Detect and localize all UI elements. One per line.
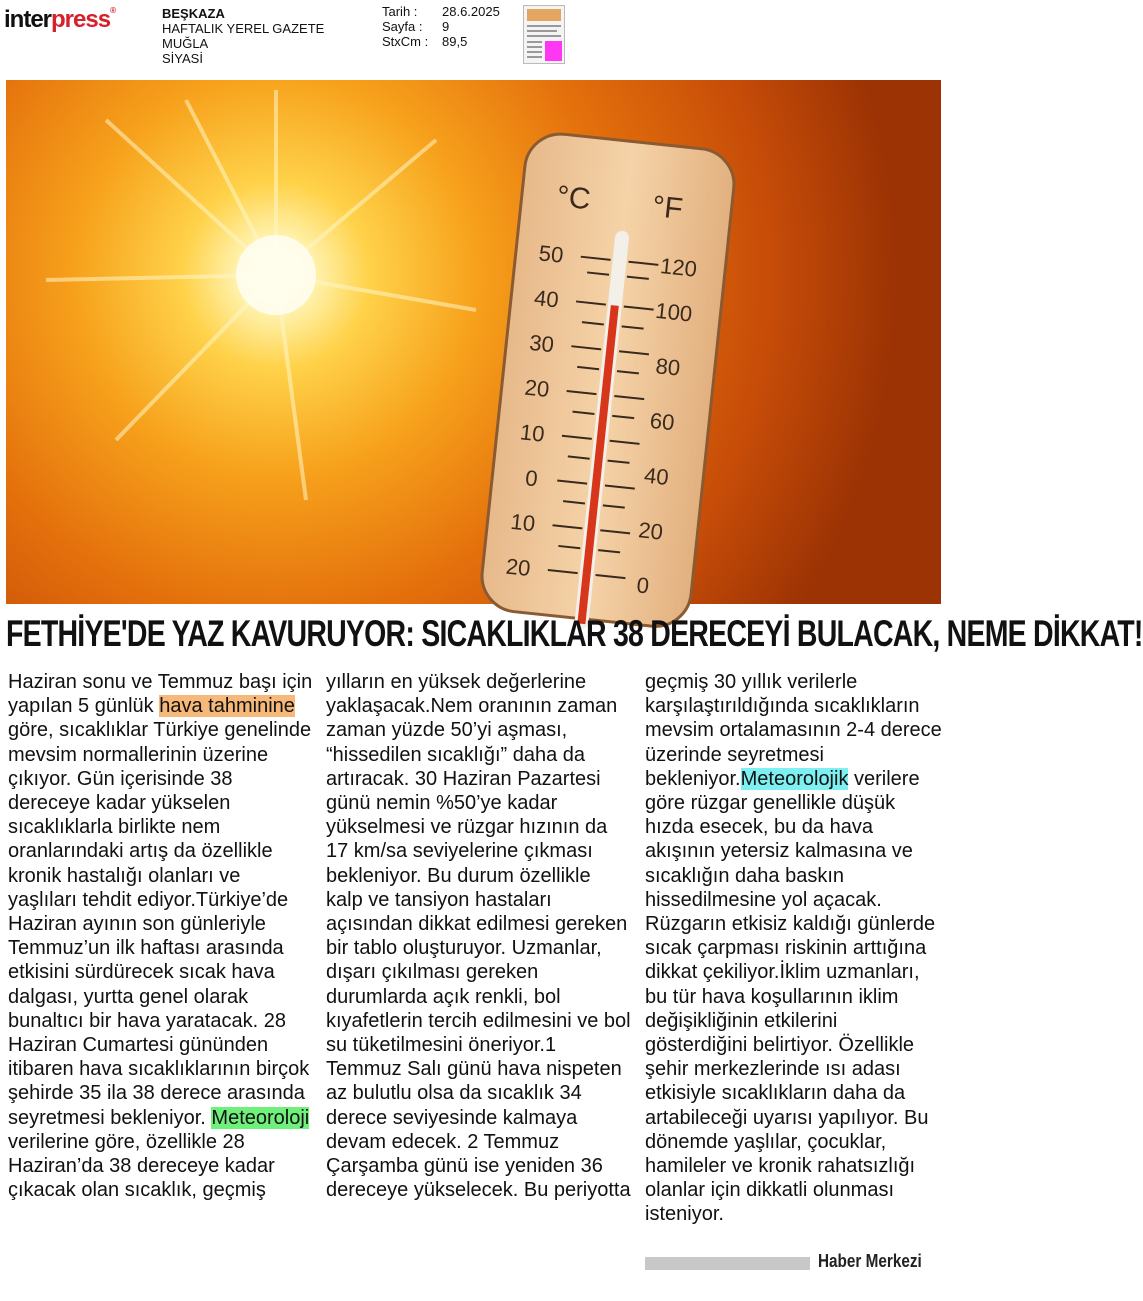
svg-text:10: 10 (509, 508, 537, 537)
svg-text:50: 50 (537, 240, 565, 268)
svg-text:0: 0 (524, 465, 539, 492)
svg-text:80: 80 (654, 353, 682, 381)
highlight-hava-tahmini: hava tahminine (159, 695, 295, 718)
svg-text:30: 30 (528, 329, 556, 358)
page-thumbnail[interactable] (523, 5, 565, 64)
svg-text:20: 20 (523, 374, 551, 403)
byline: Haber Merkezi (818, 1251, 922, 1271)
article-column-1: Haziran sonu ve Temmuz başı için yapılan 5 günlük hava tahminine göre, sıcaklıklar Türkiye genelinde mevsim normallerinin üzerine çıkıyor. Gün içerisinde 38 dereceye kadar yükselen sıcaklıklarla birlikte nem oranlarındaki artış da özellikle kronik hastalığı olanları ve yaşlıları tehdit ediyor.Türkiye’de Haziran ayının son günleriyle Temmuz’un ilk haftası arasında etkisini sürdürecek sıcak hava dalgası, yurtta genel olarak bunaltıcı bir hava yaratacak. 28 Haziran Cumartesi gününden itibaren hava sıcaklıklarının birçok şehirde 35 ila 38 derece arasında seyretmesi bekleniyor. Meteoroloji verilerine göre, özellikle 28 Haziran’da 38 dereceye kadar çıkacak olan sıcaklık, geçmiş (8, 671, 313, 1202)
page-label: Sayfa : (382, 19, 423, 34)
highlight-meteoroloji: Meteoroloji (211, 1106, 310, 1129)
svg-text:0: 0 (635, 572, 651, 599)
publication-type: HAFTALIK YEREL GAZETE (162, 21, 325, 36)
publication-name: BEŞKAZA (162, 6, 225, 21)
byline-bar (645, 1257, 810, 1270)
svg-text:20: 20 (504, 553, 532, 582)
publication-city: MUĞLA (162, 36, 209, 51)
stxcm-label: StxCm : (382, 34, 429, 49)
clipping-meta (382, 4, 500, 49)
svg-text:10: 10 (518, 419, 546, 447)
publication-category: SİYASİ (162, 51, 203, 66)
svg-text:40: 40 (532, 285, 560, 313)
svg-text:40: 40 (642, 462, 670, 491)
thermometer-photo (6, 80, 941, 604)
svg-text:°F: °F (650, 189, 685, 226)
date-value: 28.6.2025 (442, 4, 500, 19)
svg-text:20: 20 (637, 517, 665, 545)
svg-text:100: 100 (654, 297, 694, 327)
article-column-3: geçmiş 30 yıllık verilerle karşılaştırıldığında sıcaklıkların mevsim ortalamasının 2-4 derece üzerinde seyretmesi bekleniyor.Meteorolojik verilere göre rüzgar genellikle düşük hızda esecek, bu da hava akışının yetersiz kalmasına ve sıcaklığın daha baskın hissedilmesine yol açacak. Rüzgarın etkisiz kaldığı günlerde sıcak çarpması riskinin arttığına dikkat çekiliyor.İklim uzmanları, bu tür hava koşullarının iklim değişikliğinin etkilerini gösterdiğini belirtiyor. Özellikle şehir merkezlerinde ısı adası etkisiyle sıcaklıkların daha da artabileceği uyarısı yapılıyor. Bu dönemde yaşlılar, çocuklar, hamileler ve kronik rahatsızlığı olanlar için dikkatli olunması isteniyor. (645, 671, 942, 1226)
stxcm-value: 89,5 (442, 34, 468, 49)
interpress-logo: interpress® (4, 6, 115, 33)
svg-text:°C: °C (555, 179, 593, 217)
article-headline: FETHİYE'DE YAZ KAVURUYOR: SICAKLIKLAR 38 DERECEYİ BULACAK, NEME DİKKAT! (6, 613, 1143, 654)
date-label: Tarih : (382, 4, 418, 19)
svg-text:60: 60 (648, 407, 676, 436)
publication-info (162, 6, 324, 66)
highlight-meteorolojik: Meteorolojik (740, 767, 849, 790)
svg-text:120: 120 (658, 253, 699, 282)
page-value: 9 (442, 19, 450, 34)
article-column-2: yılların en yüksek değerlerine yaklaşacak.Nem oranının zaman zaman yüzde 50’yi aşması, “hissedilen sıcaklığı” daha da artıracak. 30 Haziran Pazartesi günü nemin %50’ye kadar yükselmesi ve rüzgar hızının da 17 km/sa seviyelerine çıkması bekleniyor. Bu durum özellikle kalp ve tansiyon hastaları açısından dikkat edilmesi gereken bir tablo oluşturuyor. Uzmanlar, dışarı çıkılması gereken durumlarda açık renkli, bol kıyafetlerin tercih edilmesini ve bol su tüketilmesini öneriyor.1 Temmuz Salı günü hava nispeten az bulutlu olsa da sıcaklık 34 derece seviyesinde kalmaya devam edecek. 2 Temmuz Çarşamba günü ise yeniden 36 dereceye yükselecek. Bu periyotta (326, 671, 631, 1202)
